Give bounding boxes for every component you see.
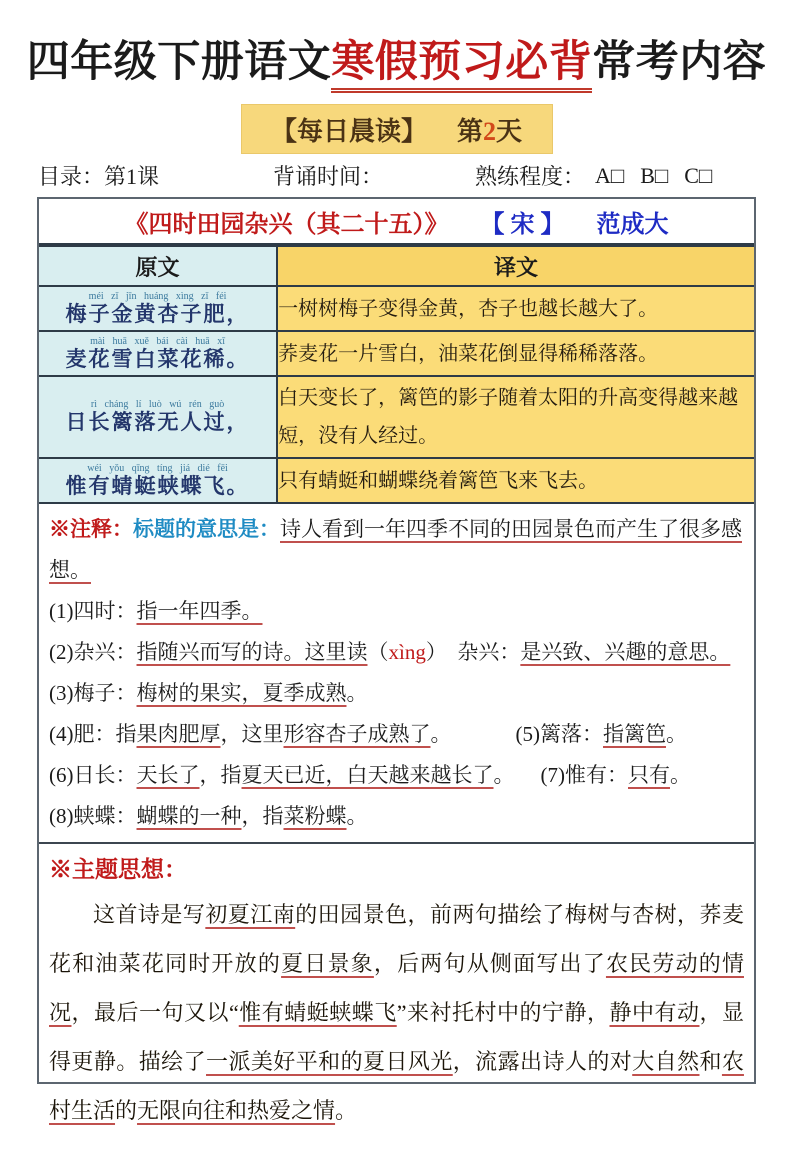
- day-counter: 第2天: [456, 116, 523, 146]
- pinyin-line: mài huā xuě bái cài huā xī: [90, 335, 226, 347]
- note-line: (8)蛱蝶：蝴蝶的一种，指菜粉蝶。: [49, 804, 368, 828]
- translation-cell: 荞麦花一片雪白，油菜花倒显得稀稀落落。: [277, 331, 754, 376]
- pinyin-line: méi zǐ jīn huáng xìng zǐ féi: [88, 290, 227, 302]
- note-line: (4)肥：指果肉肥厚，这里形容杏子成熟了。 (5)篱落：指篱笆。: [49, 722, 687, 746]
- translation-cell: 只有蜻蜓和蝴蝶绕着篱笆飞来飞去。: [277, 458, 754, 503]
- banner-label: 【每日晨读】: [270, 116, 427, 146]
- note-line: (2)杂兴：指随兴而写的诗。这里读（xìng） 杂兴：是兴致、兴趣的意思。: [49, 640, 731, 664]
- theme-section: [39, 844, 754, 1135]
- checkbox-c[interactable]: C□: [684, 162, 713, 188]
- poem-author: 范成大: [596, 211, 669, 238]
- poem-row: [39, 376, 754, 458]
- theme-heading: ※主题思想：: [49, 857, 187, 882]
- note-line: (3)梅子：梅树的果实，夏季成熟。: [49, 681, 368, 705]
- poem-header: [39, 199, 754, 245]
- checkbox-b[interactable]: B□: [640, 162, 669, 188]
- poem-row: [39, 458, 754, 503]
- content-box: [37, 197, 756, 1123]
- poem-table-header-row: [39, 246, 754, 286]
- col-header-original: 原文: [39, 246, 277, 286]
- daily-reading-banner: [241, 104, 553, 154]
- notes-section: [39, 504, 754, 837]
- poem-row: [39, 331, 754, 376]
- note-line: (1)四时：指一年四季。: [49, 599, 263, 623]
- poem-table: [39, 245, 754, 504]
- meta-row: [38, 160, 765, 191]
- translation-cell: 一树树梅子变得金黄，杏子也越长越大了。: [277, 286, 754, 331]
- catalog-label: 目录：第1课: [38, 164, 160, 189]
- hanzi-line: 惟有蜻蜓蛱蝶飞。: [65, 473, 250, 498]
- poem-title: 《四时田园杂兴（其二十五）》: [124, 211, 449, 238]
- hanzi-line: 日长篱落无人过，: [65, 410, 250, 434]
- worksheet-page: [0, 34, 793, 1123]
- checkbox-a[interactable]: A□: [595, 162, 625, 188]
- poem-dynasty: 【 宋 】: [480, 211, 565, 238]
- recite-time-label: 背诵时间：: [273, 164, 384, 189]
- note-line: (6)日长：天长了，指夏天已近，白天越来越长了。 (7)惟有：只有。: [49, 763, 691, 787]
- pinyin-line: rì cháng lí luò wú rén guò: [90, 399, 225, 410]
- pinyin-line: wéi yǒu qīng tíng jiá dié fēi: [87, 462, 228, 474]
- proficiency-label: 熟练程度：: [475, 164, 586, 189]
- translation-cell: 白天变长了，篱笆的影子随着太阳的升高变得越来越短，没有人经过。: [277, 376, 754, 458]
- hanzi-line: 麦花雪白菜花稀。: [65, 346, 250, 371]
- poem-row: [39, 286, 754, 331]
- col-header-translation: 译文: [277, 246, 754, 286]
- page-title: 四年级下册语文寒假预习必背常考内容: [0, 34, 793, 92]
- theme-paragraph: 这首诗是写初夏江南的田园景色，前两句描绘了梅树与杏树，荞麦花和油菜花同时开放的夏日景象，后两句从侧面写出了农民劳动的情况，最后一句又以“惟有蜻蜓蛱蝶飞”来衬托村中的宁静，静中有动，显得更静。描绘了一派美好平和的夏日风光，流露出诗人的对大自然和农村生活的无限向往和热爱之情。: [49, 902, 744, 1123]
- note-line: ※注释：标题的意思是：诗人看到一年四季不同的田园景色而产生了很多感想。: [49, 517, 742, 582]
- hanzi-line: 梅子金黄杏子肥，: [65, 301, 250, 326]
